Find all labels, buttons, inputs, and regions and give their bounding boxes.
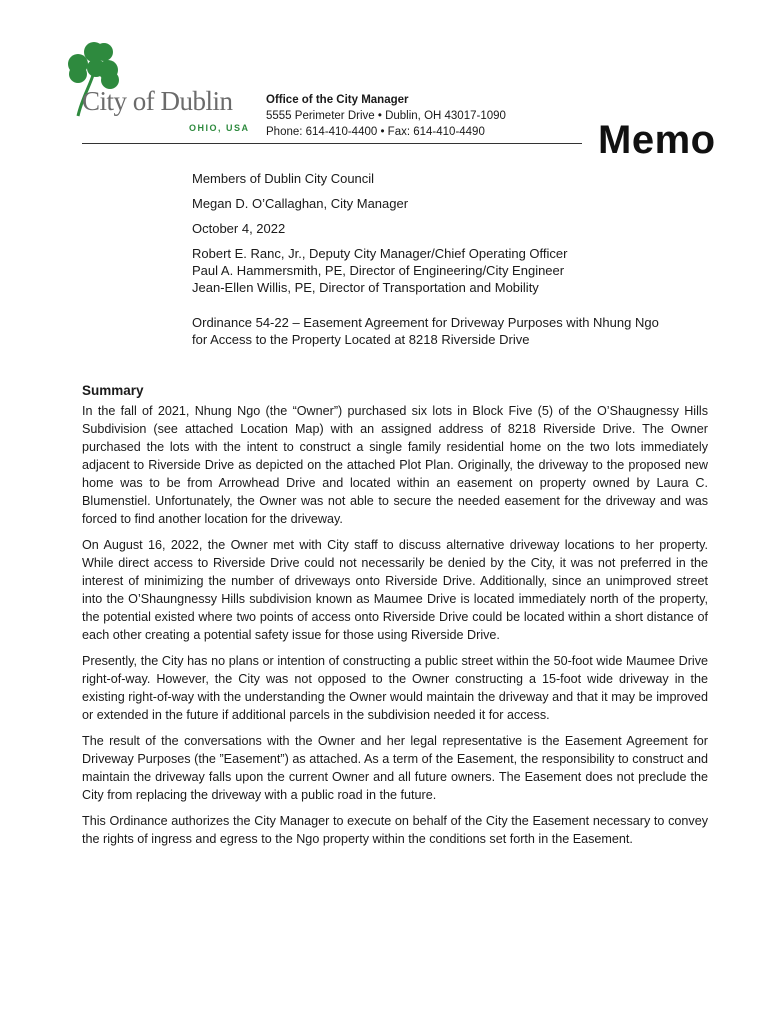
office-phone-fax: Phone: 614-410-4400 • Fax: 614-410-4490 bbox=[266, 126, 485, 138]
initiated-value-2: Paul A. Hammersmith, PE, Director of Engineering/City Engineer bbox=[192, 263, 565, 278]
memo-title: Memo bbox=[598, 118, 716, 162]
summary-heading: Summary bbox=[82, 383, 144, 398]
to-value: Members of Dublin City Council bbox=[192, 171, 375, 186]
from-value: Megan D. O’Callaghan, City Manager bbox=[192, 196, 409, 211]
summary-paragraph-2: On August 16, 2022, the Owner met with City staff to discuss alternative driveway locations to her property. While direct access to Riverside Drive could not necessarily be denied by the City, it was not preferred in the interest of minimizing the number of driveways onto Riverside Drive. Additionally, since an unimproved street into the O’Shaungnessy Hills subdivision known as Maumee Drive is located immediately north of the property, the potential existed where two points of access onto Riverside Drive could be located within a short distance of each other creating a potential safety issue for those using Riverside Drive. bbox=[82, 538, 708, 642]
re-value-2: for Access to the Property Located at 8218 Riverside Drive bbox=[192, 332, 530, 347]
date-value: October 4, 2022 bbox=[192, 221, 286, 236]
header-divider bbox=[82, 143, 582, 144]
summary-paragraph-1: In the fall of 2021, Nhung Ngo (the “Owner”) purchased six lots in Block Five (5) of the O’Shaugnessy Hills Subdivision (see attached Location Map) with an assigned address of 8218 Riverside Drive. The Owner purchased the lots with the intent to construct a single family residential home on the two lots immediately adjacent to Riverside Drive as depicted on the attached Plot Plan. Originally, the driveway to the proposed new home was to be from Arrowhead Drive and located within an easement on property owned by Laura C. Blumenstiel. Unfortunately, the Owner was not able to secure the needed easement for the driveway and was forced to find another location for the driveway. bbox=[82, 404, 708, 526]
office-title: Office of the City Manager bbox=[266, 94, 409, 106]
re-value-1: Ordinance 54-22 – Easement Agreement for Driveway Purposes with Nhung Ngo bbox=[192, 315, 659, 330]
office-block bbox=[266, 92, 506, 140]
initiated-value-1: Robert E. Ranc, Jr., Deputy City Manager/Chief Operating Officer bbox=[192, 246, 568, 261]
office-address: 5555 Perimeter Drive • Dublin, OH 43017-1090 bbox=[266, 110, 506, 122]
city-logo bbox=[64, 38, 254, 138]
summary-paragraph-5: This Ordinance authorizes the City Manager to execute on behalf of the City the Easement necessary to convey the rights of ingress and egress to the Ngo property within the conditions set forth in the Easement. bbox=[82, 814, 708, 846]
summary-paragraph-4: The result of the conversations with the Owner and her legal representative is the Easement Agreement for Driveway Purposes (the ”Easement”) as attached. As a term of the Easement, the responsibility to construct and maintain the driveway falls upon the current Owner and all future owners. The Easement does not preclude the City from replacing the driveway with a public road in the future. bbox=[82, 734, 708, 802]
logo-location: OHIO, USA bbox=[189, 123, 250, 133]
memo-body bbox=[82, 382, 708, 856]
logo-name: City of Dublin bbox=[82, 86, 233, 116]
initiated-value-3: Jean-Ellen Willis, PE, Director of Transportation and Mobility bbox=[192, 280, 539, 295]
summary-paragraph-3: Presently, the City has no plans or intention of constructing a public street within the 50-foot wide Maumee Drive right-of-way. However, the City was not opposed to the Owner constructing a 15-foot wide driveway in the existing right-of-way with the understanding the Owner would maintain the driveway and that it may be improved or extended in the future if additional parcels in the subdivision needed it for access. bbox=[82, 654, 708, 722]
